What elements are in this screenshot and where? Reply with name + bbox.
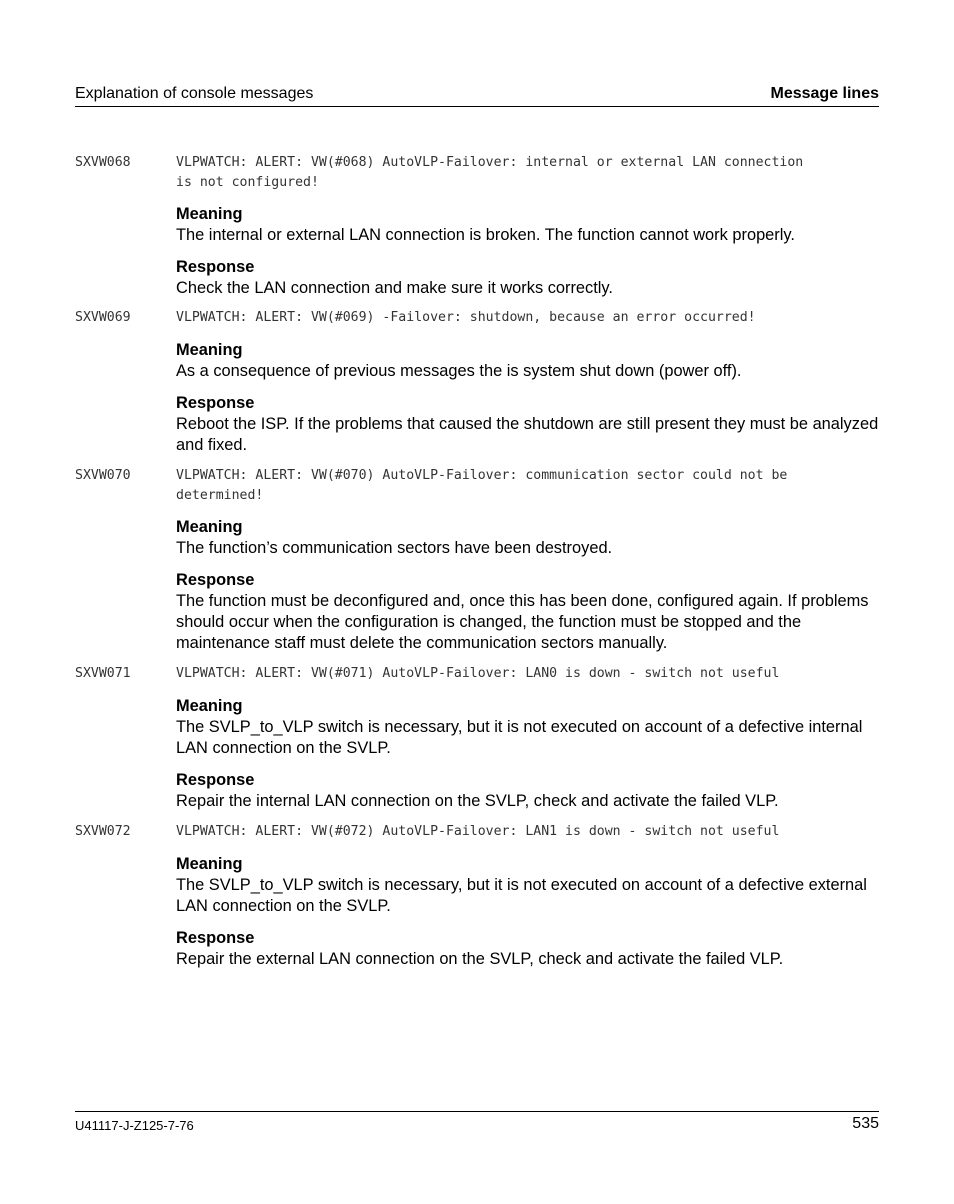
response-section: [176, 770, 880, 812]
meaning-heading: Meaning: [176, 518, 243, 536]
page-header: [75, 84, 879, 107]
message-code: SXVW071: [75, 666, 131, 681]
response-text: The function must be deconfigured and, once this has been done, configured again. If problems should occur when the configuration is changed, the function must be stopped and the maintenance staff must delete the communication sectors manually.: [176, 592, 869, 652]
message-text: VLPWATCH: ALERT: VW(#071) AutoVLP-Failover: LAN0 is down - switch not useful: [176, 666, 780, 681]
response-heading: Response: [176, 258, 255, 276]
meaning-text: The SVLP_to_VLP switch is necessary, but it is not executed on account of a defective external LAN connection on the SVLP.: [176, 876, 867, 915]
header-left: Explanation of console messages: [75, 85, 314, 102]
message-code: SXVW068: [75, 155, 131, 170]
response-text: Check the LAN connection and make sure it works correctly.: [176, 279, 613, 297]
message-text: VLPWATCH: ALERT: VW(#072) AutoVLP-Failover: LAN1 is down - switch not useful: [176, 824, 780, 839]
response-text: Repair the internal LAN connection on the SVLP, check and activate the failed VLP.: [176, 792, 779, 810]
footer-divider: [75, 1111, 879, 1112]
message-code: SXVW072: [75, 824, 131, 839]
message-code: SXVW069: [75, 310, 131, 325]
response-heading: Response: [176, 394, 255, 412]
response-text: Repair the external LAN connection on the SVLP, check and activate the failed VLP.: [176, 950, 784, 968]
meaning-text: The internal or external LAN connection is broken. The function cannot work properly.: [176, 226, 795, 244]
message-text: VLPWATCH: ALERT: VW(#070) AutoVLP-Failover: communication sector could not be determined!: [176, 468, 788, 503]
message-text: VLPWATCH: ALERT: VW(#068) AutoVLP-Failover: internal or external LAN connection is not configured!: [176, 155, 804, 190]
header-right: Message lines: [770, 85, 879, 102]
meaning-heading: Meaning: [176, 855, 243, 873]
meaning-section: [176, 340, 880, 382]
response-text: Reboot the ISP. If the problems that caused the shutdown are still present they must be analyzed and fixed.: [176, 415, 879, 454]
response-section: [176, 570, 880, 654]
meaning-heading: Meaning: [176, 697, 243, 715]
message-code: SXVW070: [75, 468, 131, 483]
meaning-text: As a consequence of previous messages the is system shut down (power off).: [176, 362, 742, 380]
document-id: U41117-J-Z125-7-76: [75, 1118, 194, 1133]
message-text: VLPWATCH: ALERT: VW(#069) -Failover: shutdown, because an error occurred!: [176, 310, 756, 325]
meaning-section: [176, 204, 880, 246]
meaning-heading: Meaning: [176, 205, 243, 223]
meaning-heading: Meaning: [176, 341, 243, 359]
meaning-section: [176, 854, 880, 917]
meaning-text: The function’s communication sectors have been destroyed.: [176, 539, 613, 557]
response-heading: Response: [176, 929, 255, 947]
meaning-section: [176, 517, 880, 559]
response-section: [176, 393, 880, 456]
response-heading: Response: [176, 771, 255, 789]
response-section: [176, 928, 880, 970]
meaning-section: [176, 696, 880, 759]
response-section: [176, 257, 880, 299]
meaning-text: The SVLP_to_VLP switch is necessary, but it is not executed on account of a defective internal LAN connection on the SVLP.: [176, 718, 863, 757]
page-number: 535: [852, 1115, 879, 1132]
response-heading: Response: [176, 571, 255, 589]
